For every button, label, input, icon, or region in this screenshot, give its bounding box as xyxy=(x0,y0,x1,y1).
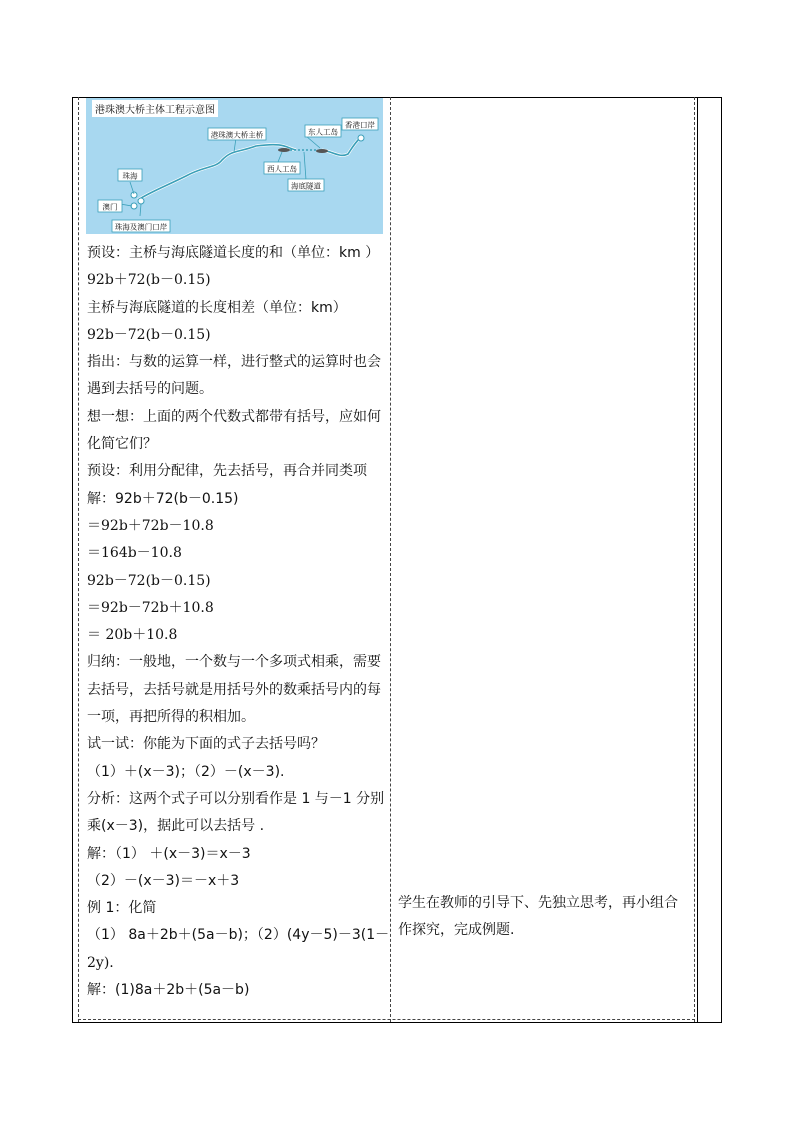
table-bottom-border xyxy=(72,1022,722,1023)
cell-left-dashed-border xyxy=(78,97,79,1022)
text-line: 化简它们？ xyxy=(87,436,157,453)
bridge-route-diagram xyxy=(86,98,383,234)
cell-bottom-dashed-border xyxy=(78,1019,695,1020)
svg-text:珠海: 珠海 xyxy=(122,171,138,181)
label-macau xyxy=(98,200,122,212)
text-line: ＝164b－10.8 xyxy=(87,545,182,562)
svg-text:海底隧道: 海底隧道 xyxy=(291,181,321,191)
text-line: 解：（1） ＋(x－3)＝x－3 xyxy=(87,845,251,862)
svg-text:西人工岛: 西人工岛 xyxy=(267,164,297,174)
text-line: 归纳：一般地，一个数与一个多项式相乘，需要 xyxy=(87,654,381,671)
text-line: 例 1：化简 xyxy=(87,900,157,917)
text-line: 去括号，去括号就是用括号外的数乘括号内的每 xyxy=(87,681,381,698)
label-tunnel xyxy=(288,179,324,191)
svg-text:澳门: 澳门 xyxy=(102,202,118,212)
text-line: 试一试：你能为下面的式子去括号吗？ xyxy=(87,736,325,753)
text-line: 预设：主桥与海底隧道长度的和（单位：km ） xyxy=(87,245,380,261)
text-line: 解：92b＋72(b－0.15) xyxy=(87,490,239,507)
text-line: 92b＋72(b－0.15) xyxy=(87,272,211,289)
label-zhuhai xyxy=(118,169,142,181)
text-line: 解：(1)8a＋2b＋(5a－b) xyxy=(87,982,250,999)
text-line: 遇到去括号的问题。 xyxy=(87,381,213,398)
text-line: 主桥与海底隧道的长度相差（单位：km） xyxy=(87,299,347,316)
column-divider-dashed xyxy=(390,97,391,1022)
text-line: （2）－(x－3)＝－x＋3 xyxy=(87,872,240,889)
right-column-note: 学生在教师的引导下、先独立思考，再小组合作探究，完成例题. xyxy=(398,895,678,938)
text-line: （1）＋(x－3)；（2）－(x－3). xyxy=(87,763,285,780)
text-line: 92b－72(b－0.15) xyxy=(87,326,211,343)
label-west-island xyxy=(264,162,300,174)
text-line: 一项，再把所得的积相加。 xyxy=(87,709,255,726)
text-line: （1） 8a＋2b＋(5a－b)；（2）(4y－5)－3(1－ xyxy=(87,927,390,944)
text-line: 乘(x－3)，据此可以去括号 . xyxy=(87,818,265,835)
text-line: ＝92b＋72b－10.8 xyxy=(87,517,214,534)
bridge-map-figure xyxy=(86,98,383,234)
text-line: 2y). xyxy=(87,954,114,971)
svg-text:东人工岛: 东人工岛 xyxy=(308,127,338,137)
text-line: ＝ 20b＋10.8 xyxy=(87,627,178,644)
map-title: 港珠澳大桥主体工程示意图 xyxy=(92,100,218,117)
svg-text:珠海及澳门口岸: 珠海及澳门口岸 xyxy=(114,222,168,232)
svg-text:港珠澳大桥主桥: 港珠澳大桥主桥 xyxy=(210,130,264,140)
label-port xyxy=(112,220,170,232)
label-east-island xyxy=(305,125,341,137)
text-line: 预设：利用分配律，先去括号，再合并同类项 xyxy=(87,463,367,480)
cell-right-dashed-border xyxy=(694,97,695,1022)
table-right-column-border xyxy=(697,97,698,1023)
svg-text:香港口岸: 香港口岸 xyxy=(345,120,375,130)
text-line: 指出：与数的运算一样，进行整式的运算时也会 xyxy=(87,354,381,371)
left-column-content xyxy=(87,240,390,1004)
label-main-bridge xyxy=(208,128,266,140)
text-line: ＝92b－72b＋10.8 xyxy=(87,599,214,616)
text-line: 想一想：上面的两个代数式都带有括号，应如何 xyxy=(87,408,381,425)
text-line: 分析：这两个式子可以分别看作是 1 与－1 分别 xyxy=(87,790,385,807)
text-line: 92b－72(b－0.15) xyxy=(87,572,211,589)
label-hk-port xyxy=(342,118,378,130)
